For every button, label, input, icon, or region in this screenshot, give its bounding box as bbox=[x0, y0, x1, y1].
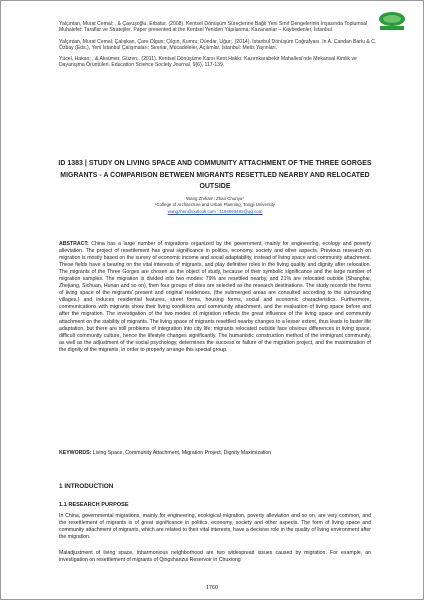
keywords bbox=[59, 450, 371, 457]
section-heading: 1 INTRODUCTION bbox=[59, 483, 114, 490]
keywords-label: KEYWORDS: bbox=[59, 450, 92, 456]
author-names: Wang Zhihan¹; Zhao Chunyu¹ bbox=[186, 196, 244, 201]
body-paragraph: In China, governmental migrations, mainly for engineering, ecological migration, poverty alleviation and so on, are very common, and the resettlement of migrants is of great significance in politics, economy, society and other aspects. The form of living space and community attachment of migrants, which are related to their vital interests, have a decisive role in the quality of living environment after the migration. bbox=[59, 513, 371, 541]
page-number: 1760 bbox=[206, 585, 218, 591]
reference-item: Yalçıntan, Murat Cemal; Çalışkan, Çare Olgun; Çılgın, Kumru; Dündar, Uğur;. (2014). İstanbul Dönüşüm Coğrafyası. In A. Candan Barlu & C. Özbay (Eds.), Yeni İstanbul Çalışmaları: Sınırlar, Mücadeleler, Açılımlar. İstanbul: Metis Yayınları. bbox=[59, 38, 377, 51]
author-block bbox=[57, 196, 373, 215]
abstract-text: China has a large number of migrations organized by the government, mainly for engineering, ecology and poverty alleviation. The project of resettlement has great significance in politics, economy, society and other aspects. Previous research on migration is mostly based on the survey of economic income and social adaptability, instead of living space and community attachment. These fields have a bearing on the vital interests of migrants, and play definitive roles in the living quality and dignity after relocation. The migrants of the Three Gorges are chosen as the object of study, because of their symbolic significance and the large number of migration samples. The migration is divided into two modes: 79% are resettled nearby, and 21% are relocated outside (Shanghai, Zhejiang, Sichuan, Hunan and so on), then four groups of sites are selected as the research destinations. The study records the forms of living space of the migrants' present and original residences, (the submerged areas are consulted according to the surrounding villages.) and induces residential features, street forms, housing forms, social and economic characteristics. Furthermore, communications with migrants show their living conditions and community attachment, and the evaluation of living space before and after the migration. The investigation of the two modes of migration reflects the great influence of the living space and community attachment on the stability of migrants. The living space of migrants resettled nearby changes to a lesser extent, thus leads to faster life adaptation, but there are still problems of integration into city life; migrants relocated outside face obvious differences in living space, difficult community culture, hence the lifestyle changes significantly. The humanistic construction method of the immigrant community, as well as the adjustment of the social psychology, determines the success or failure of the migration project, and the maximization of the dignity of the migrants, in order to properly arrange this special group. bbox=[59, 241, 371, 353]
abstract-label: ABSTRACT: bbox=[59, 241, 89, 247]
paper-title: ID 1383 | STUDY ON LIVING SPACE AND COMMUNITY ATTACHMENT OF THE THREE GORGES MIGRANTS - A COMPARISON BETWEEN MIGRANTS RESETTLED NEARBY AND RELOCATED OUTSIDE bbox=[58, 160, 372, 190]
subsection-heading: 1.1 RESEARCH PURPOSE bbox=[59, 502, 129, 508]
conference-logo-icon bbox=[377, 11, 407, 31]
reference-list bbox=[59, 21, 381, 74]
reference-item: Yücel, Hakan; , & Aksümer, Güzen;. (2011). Kentsel Dönüşüme Karsı Kent Hakkı: Kazımkarabekir Mahallesi'nde Mekansal Kimlik ve Dayanışma Örüntüleri. Education Science Society Journal, 9(6), 117-139. bbox=[59, 56, 357, 69]
reference-item: Yalçıntan, Murat Cemal; , & Çavuşoğlu, Erbatur. (2008). Kentsel Dönüşüm Süreçlerine Bağlı Yeni Sınıf Dengelerinin İnşasında Toplumsal Muhalefet: Taraflar ve Stratejiler. Paper presented at the Kentsel Yeniden Yapılanma: Kazananlar – Kaybedenler, İstanbul. bbox=[59, 21, 368, 34]
keywords-text: Living Space, Community Attachment, Migration Project, Dignity Maximization bbox=[91, 450, 272, 456]
author-emails[interactable]: wangzhnn@outlook.com ; 1194093492@qq.com bbox=[167, 208, 263, 214]
body-paragraph: Maladjustment of living space, inharmonious neighborhood are two widespread issues caused by migration. For example, an investigation on resettlement of migrants of Qingshanzui Reservoir in Chuxiong bbox=[59, 550, 371, 564]
author-affiliation: ¹College of Architecture and Urban Planning, Tongji University bbox=[155, 202, 275, 208]
abstract bbox=[59, 241, 371, 354]
